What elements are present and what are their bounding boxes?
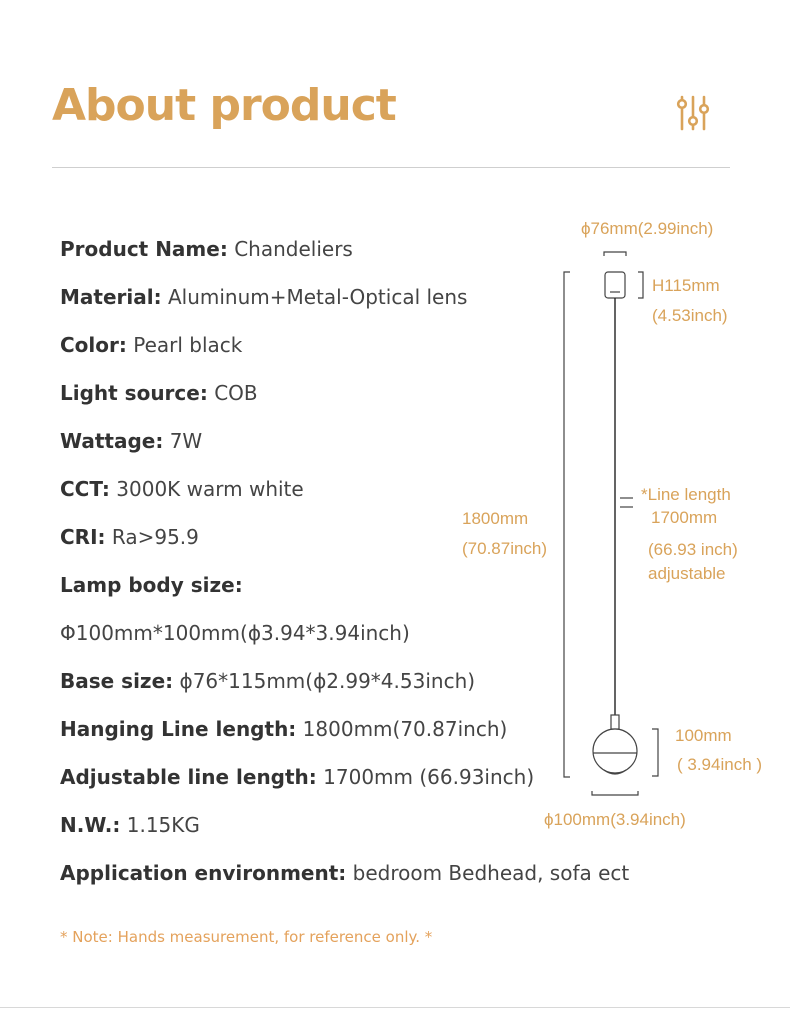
body-height-mm-label: 100mm [675, 726, 732, 745]
spec-hanging-line-length: Hanging Line length: 1800mm(70.87inch) [60, 717, 508, 741]
bottom-divider [0, 1007, 790, 1008]
spec-product-name: Product Name: Chandeliers [60, 237, 353, 261]
base-height-mm-label: H115mm [652, 276, 720, 295]
base-diameter-label: ϕ76mm(2.99inch) [581, 219, 714, 238]
base-diameter-bracket [604, 252, 626, 256]
body-height-bracket [652, 729, 658, 776]
spec-base-size: Base size: ϕ76*115mm(ϕ2.99*4.53inch) [60, 669, 476, 693]
spec-net-weight: N.W.: 1.15KG [60, 813, 200, 837]
measurement-note: * Note: Hands measurement, for reference only. * [60, 928, 433, 946]
base-height-in-label: (4.53inch) [652, 306, 728, 325]
spec-material: Material: Aluminum+Metal-Optical lens [60, 285, 468, 309]
spec-light-source: Light source: COB [60, 381, 258, 405]
total-length-in-label: (70.87inch) [462, 539, 548, 558]
body-height-in-label: ( 3.94inch ) [677, 755, 763, 774]
spec-cri: CRI: Ra>95.9 [60, 525, 199, 549]
spec-lamp-body-size: Lamp body size: [60, 573, 243, 597]
spec-cct: CCT: 3000K warm white [60, 477, 304, 501]
body-diameter-bracket [592, 791, 638, 795]
lamp-body [593, 729, 637, 773]
total-length-bracket [564, 272, 570, 777]
base-height-bracket [638, 272, 643, 298]
spec-adjustable-line-length: Adjustable line length: 1700mm (66.93inch) [60, 765, 535, 789]
spec-lamp-body-dimensions: Φ100mm*100mm(ϕ3.94*3.94inch) [60, 621, 410, 645]
body-diameter-label: ϕ100mm(3.94inch) [544, 810, 686, 829]
spec-wattage: Wattage: 7W [60, 429, 203, 453]
line-length-mm-label: 1700mm [651, 508, 718, 527]
spec-color: Color: Pearl black [60, 333, 243, 357]
line-length-in-label: (66.93 inch) [648, 540, 738, 559]
spec-application-environment: Application environment: bedroom Bedhead, sofa ect [60, 861, 630, 885]
page-title: About product [52, 80, 396, 131]
line-length-label: *Line length [641, 485, 731, 504]
lamp-base [605, 272, 625, 298]
total-length-mm-label: 1800mm [462, 509, 529, 528]
lamp-neck [611, 715, 619, 729]
line-adjustable-label: adjustable [648, 564, 726, 583]
